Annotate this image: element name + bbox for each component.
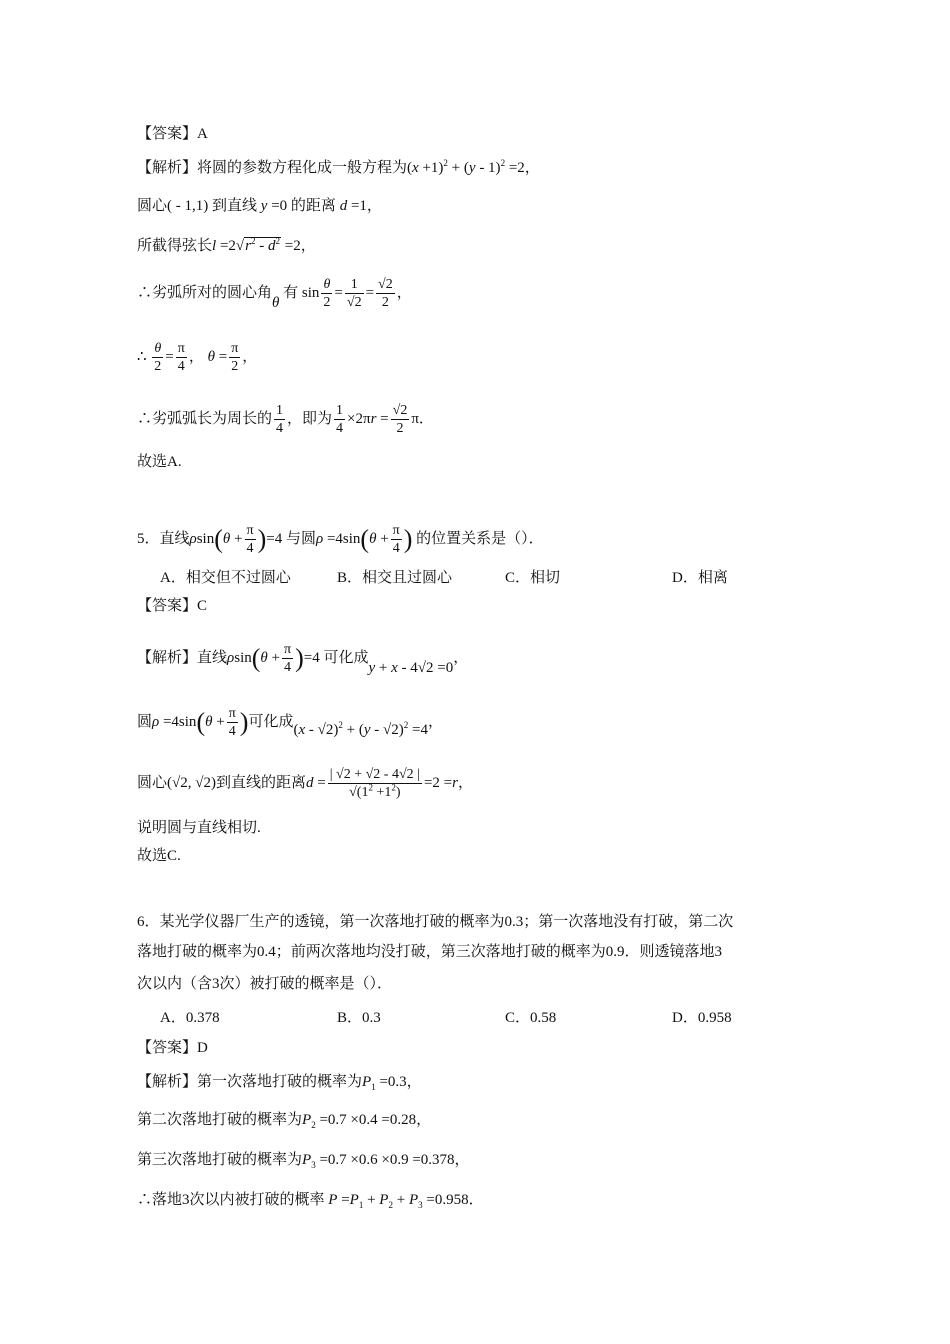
q4-analysis-line4: ∴劣弧所对的圆心角θ 有 sin $\frac{\theta}{2}$ = $\frac{1}{√2}$ = $\frac{√2}{2}$ ， bbox=[137, 277, 412, 311]
q6-stem-line1: 6．某光学仪器厂生产的透镜，第一次落地打破的概率为0.3；第一次落地没有打破，第二次 bbox=[137, 914, 734, 930]
q4-analysis-line6: ∴劣弧弧长为周长的 $\frac{1}{4}$ ，即为 $\frac{1}{4}$ ×2πr = $\frac{√2}{2}$ π． bbox=[137, 403, 434, 436]
q5-line4: 说明圆与直线相切. bbox=[137, 820, 261, 836]
q5-option-d: D．相离 bbox=[672, 570, 728, 586]
q5-option-b: B．相交且过圆心 bbox=[337, 570, 453, 586]
q5-option-c: C．相切 bbox=[505, 570, 561, 586]
q6-analysis-line1: 【解析】第一次落地打破的概率为$P_1 =0.3$， bbox=[137, 1074, 422, 1092]
q5-option-a: A．相交但不过圆心 bbox=[160, 570, 291, 586]
q4-answer: 【答案】A bbox=[137, 126, 208, 142]
q6-analysis-line2: 第二次落地打破的概率为$P_2 =0.7 \times 0.4 =0.28$， bbox=[137, 1112, 432, 1130]
q4-choose: 故选A. bbox=[137, 454, 182, 470]
q6-analysis-line3: 第三次落地打破的概率为$P_3 =0.7 \times 0.6 \times 0.9 =0.378$， bbox=[137, 1152, 470, 1170]
q6-stem-line3: 次以内（含3次）被打破的概率是（）． bbox=[137, 976, 393, 992]
q5-analysis-line3: 圆心(√2, √2)到直线的距离d = $\frac{| √2 + √2 - 4√2 |}{√(1^2 +1^2)}$ =2 =r， bbox=[137, 767, 473, 800]
q5-analysis-line2: 圆ρ =4sin(θ + $\frac{\pi}{4}$ )可化成(x - √2)$^2$ + (y - √2)$^2$ =4， bbox=[137, 706, 443, 739]
q4-analysis-line3: 所截得弦长$l =2√r^2 - d^2 =2$， bbox=[137, 236, 316, 254]
q4-analysis-line5: ∴ $\frac{\theta}{2}$ = $\frac{\pi}{4}$ ， θ = $\frac{\pi}{2}$ ， bbox=[137, 341, 258, 374]
q4-analysis-line2: 圆心( - 1,1) 到直线 y =0 的距离 d =1， bbox=[137, 198, 382, 214]
q4-analysis-line1: 【解析】将圆的参数方程化成一般方程为$(x +1)^2 + (y - 1)^2 =2$， bbox=[137, 158, 540, 176]
q5-analysis-line1: 【解析】直线ρsin(θ + $\frac{\pi}{4}$ )=4 可化成y + x - 4√2 =0， bbox=[137, 642, 469, 676]
q5-choose: 故选C. bbox=[137, 848, 181, 864]
q6-answer: 【答案】D bbox=[137, 1040, 208, 1056]
q5-stem: 5．直线ρsin(θ + $\frac{\pi}{4}$ )=4 与圆ρ =4sin(θ + $\frac{\pi}{4}$ ) 的位置关系是（）． bbox=[137, 523, 544, 556]
q6-option-a: A．0.378 bbox=[160, 1010, 220, 1026]
q6-option-c: C．0.58 bbox=[505, 1010, 557, 1026]
q6-stem-line2: 落地打破的概率为0.4；前两次落地均没打破，第三次落地打破的概率为0.9．则透镜落地3 bbox=[137, 944, 723, 960]
q6-analysis-line4: ∴落地3次以内被打破的概率 $P =P_1 + P_2 + P_3 =0.958$． bbox=[137, 1192, 484, 1210]
q6-option-b: B．0.3 bbox=[337, 1010, 381, 1026]
q6-option-d: D．0.958 bbox=[672, 1010, 732, 1026]
q5-answer: 【答案】C bbox=[137, 598, 208, 614]
